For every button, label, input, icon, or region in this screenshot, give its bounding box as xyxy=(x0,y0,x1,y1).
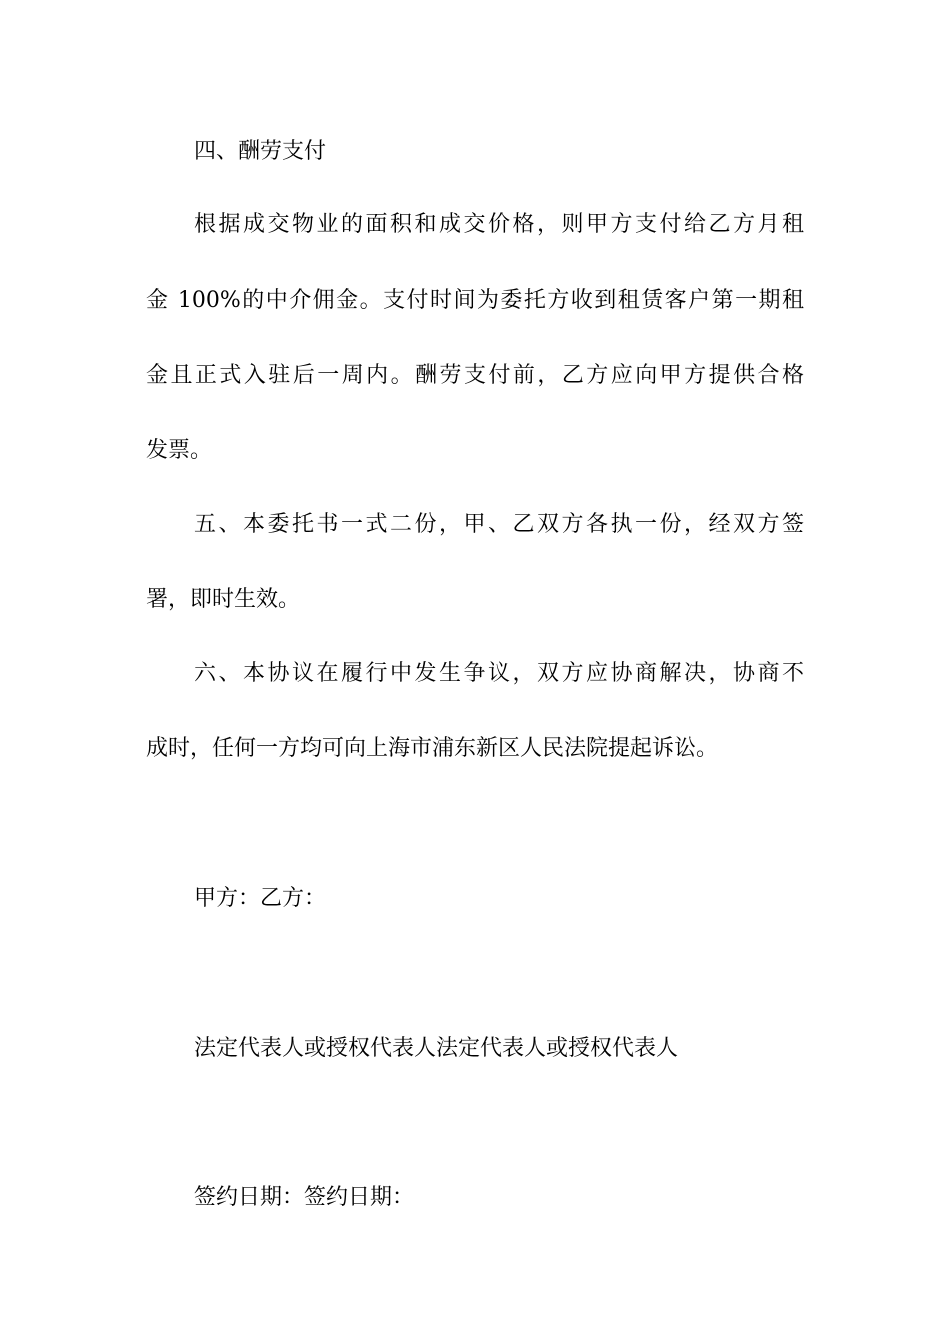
signature-dates: 签约日期：签约日期： xyxy=(194,1185,415,1210)
signature-parties: 甲方：乙方： xyxy=(194,886,327,911)
section-4-heading: 四、酬劳支付 xyxy=(194,139,327,164)
signature-representatives: 法定代表人或授权代表人法定代表人或授权代表人 xyxy=(194,1036,679,1061)
section-6-line-1: 六、本协议在履行中发生争议，双方应协商解决，协商不 xyxy=(194,661,804,686)
section-4-paragraph-line-4: 发票。 xyxy=(146,438,213,463)
section-5-line-2: 署，即时生效。 xyxy=(146,587,301,612)
section-4-paragraph-line-1: 根据成交物业的面积和成交价格，则甲方支付给乙方月租 xyxy=(194,212,804,237)
section-6-line-2: 成时，任何一方均可向上海市浦东新区人民法院提起诉讼。 xyxy=(146,736,719,761)
section-4-paragraph-line-3: 金且正式入驻后一周内。酬劳支付前，乙方应向甲方提供合格 xyxy=(146,363,804,388)
section-5-line-1: 五、本委托书一式二份，甲、乙双方各执一份，经双方签 xyxy=(194,512,804,537)
section-4-paragraph-line-2: 金 100%的中介佣金。支付时间为委托方收到租赁客户第一期租 xyxy=(146,288,804,313)
